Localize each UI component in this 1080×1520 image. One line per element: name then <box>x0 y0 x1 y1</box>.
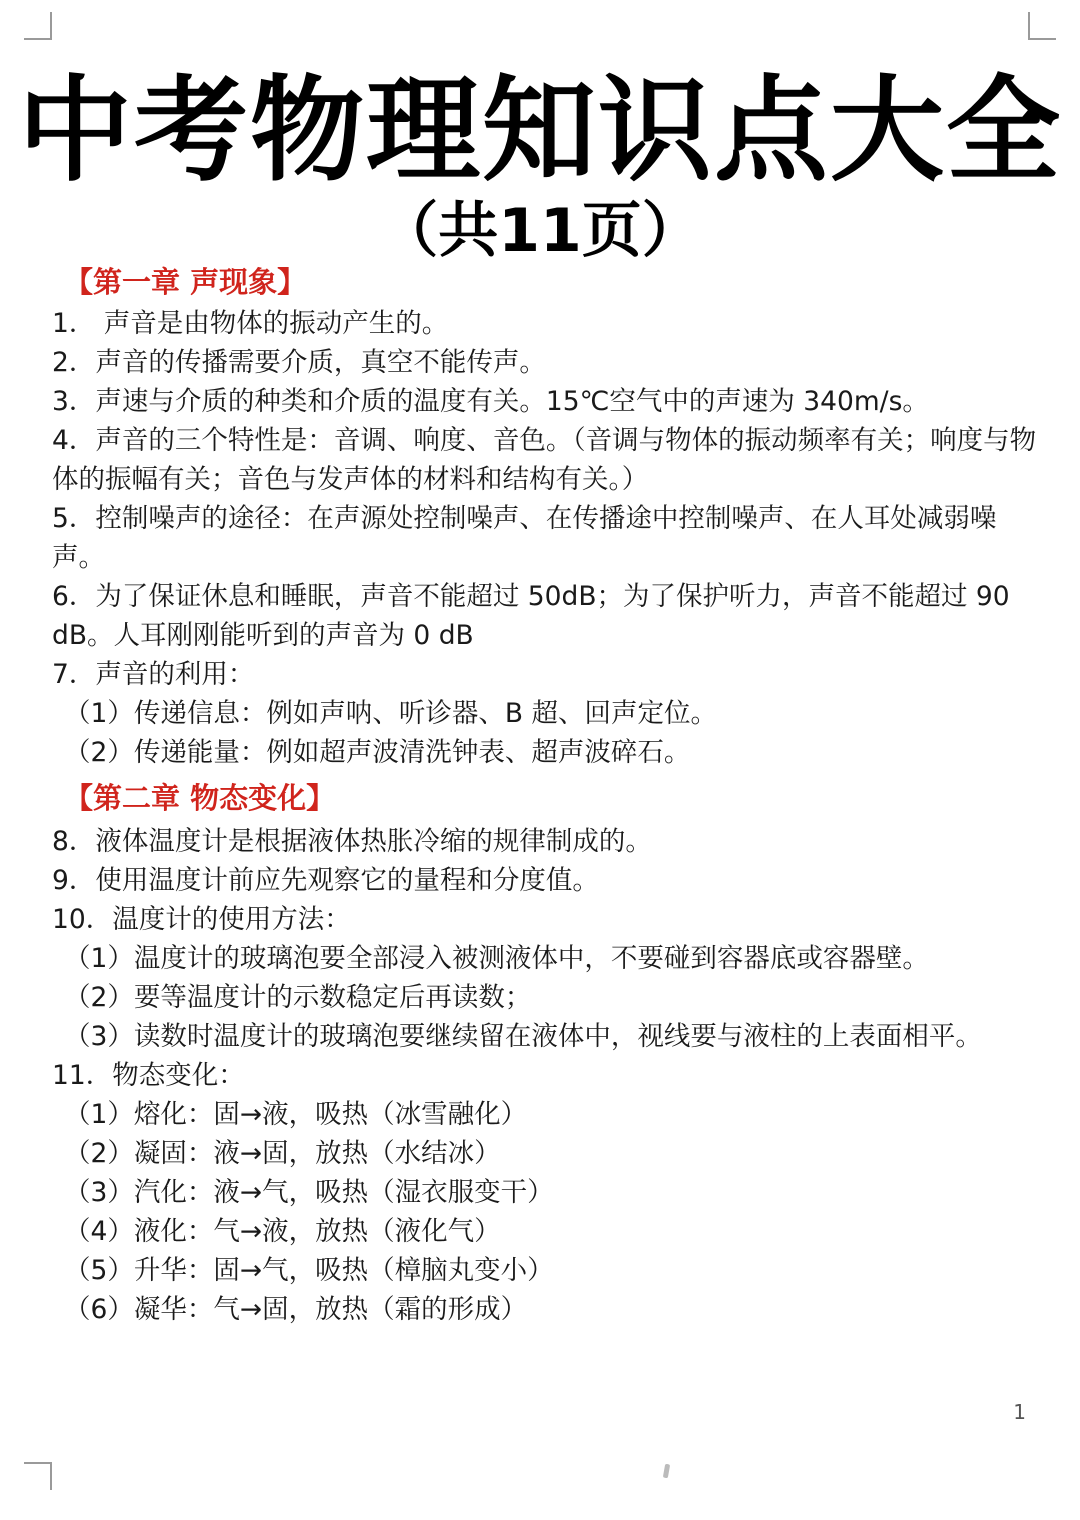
chapter-heading-1: 【第一章 声现象】 <box>64 265 307 299</box>
list-item: 10．温度计的使用方法： <box>52 904 351 935</box>
sub-item: （6）凝华：气→固，放热（霜的形成） <box>64 1294 528 1325</box>
document-body <box>52 262 1042 1329</box>
list-item: 3．声速与介质的种类和介质的温度有关。15℃空气中的声速为 340m/s。 <box>52 386 929 417</box>
sub-item: （1）温度计的玻璃泡要全部浸入被测液体中，不要碰到容器底或容器壁。 <box>64 943 929 974</box>
sub-item: （2）要等温度计的示数稳定后再读数； <box>64 982 532 1013</box>
sub-item: （1）熔化：固→液，吸热（冰雪融化） <box>64 1099 528 1130</box>
sub-item: （4）液化：气→液，放热（液化气） <box>64 1216 501 1247</box>
list-item: 11．物态变化： <box>52 1060 245 1091</box>
page-number: 1 <box>1013 1400 1026 1424</box>
list-item: 4．声音的三个特性是：音调、响度、音色。（音调与物体的振动频率有关；响度与物体的振幅有关；音色与发声体的材料和结构有关。） <box>52 425 1037 495</box>
crop-mark-top-left <box>24 12 52 40</box>
list-item: 2．声音的传播需要介质，真空不能传声。 <box>52 347 546 378</box>
sub-item: （2）传递能量：例如超声波清洗钟表、超声波碎石。 <box>64 737 691 768</box>
list-item: 5．控制噪声的途径：在声源处控制噪声、在传播途中控制噪声、在人耳处减弱噪声。 <box>52 503 997 573</box>
list-item: 7．声音的利用： <box>52 659 255 690</box>
page-subtitle: （共11页） <box>378 196 702 266</box>
list-item: 1． 声音是由物体的振动产生的。 <box>52 308 449 339</box>
sub-item: （3）汽化：液→气，吸热（湿衣服变干） <box>64 1177 554 1208</box>
sub-item: （2）凝固：液→固，放热（水结冰） <box>64 1138 501 1169</box>
chapter-heading-2: 【第二章 物态变化】 <box>64 781 336 815</box>
sub-item: （3）读数时温度计的玻璃泡要继续留在液体中，视线要与液柱的上表面相平。 <box>64 1021 982 1052</box>
sub-item: （5）升华：固→气，吸热（樟脑丸变小） <box>64 1255 554 1286</box>
list-item: 9．使用温度计前应先观察它的量程和分度值。 <box>52 865 599 896</box>
crop-mark-top-right <box>1028 12 1056 40</box>
list-item: 6．为了保证休息和睡眠，声音不能超过 50dB；为了保护听力，声音不能超过 90 dB。人耳刚刚能听到的声音为 0 dB <box>52 581 1010 651</box>
page-title: 中考物理知识点大全 <box>17 64 1062 197</box>
sub-item: （1）传递信息：例如声呐、听诊器、B 超、回声定位。 <box>64 698 717 729</box>
scan-artifact <box>663 1464 670 1479</box>
list-item: 8．液体温度计是根据液体热胀冷缩的规律制成的。 <box>52 826 652 857</box>
crop-mark-bottom-left <box>24 1462 52 1490</box>
